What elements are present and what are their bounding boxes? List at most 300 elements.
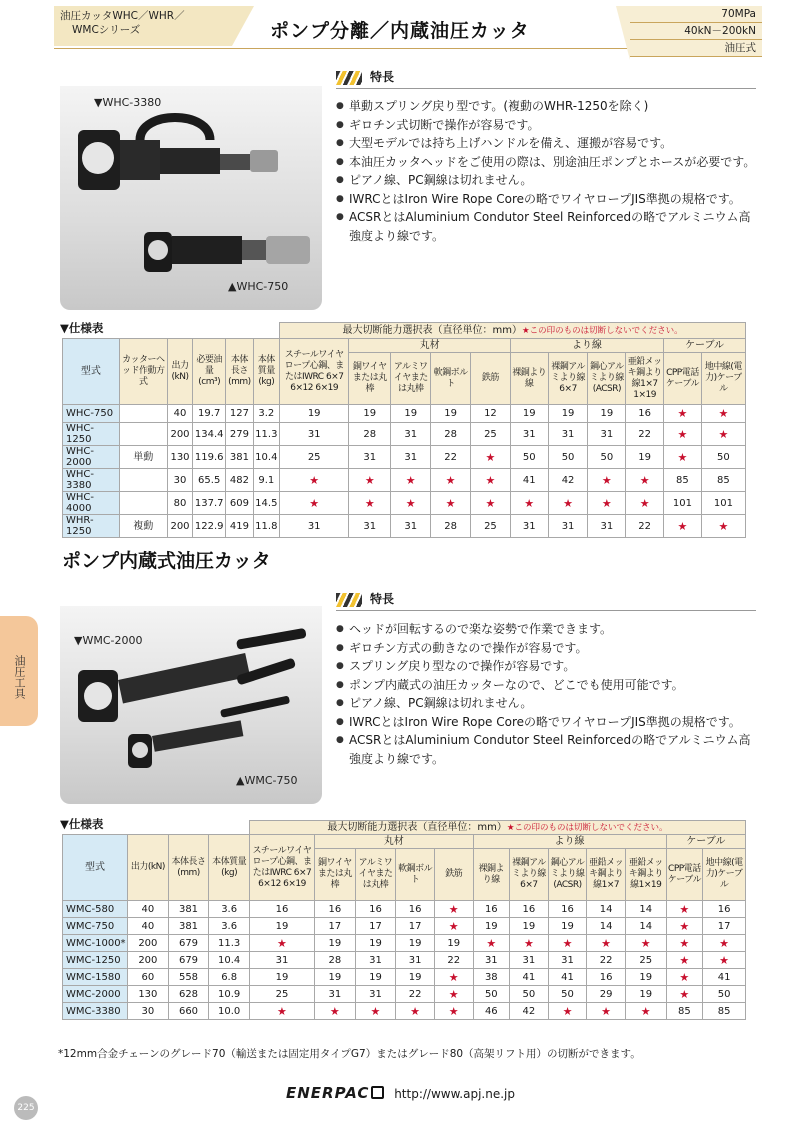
col-weight: 本体質量(kg) (209, 835, 250, 901)
table-cell: 127 (226, 405, 253, 423)
table-cell: ★ (548, 935, 587, 952)
col-galvanized-1x7: 亜鉛メッキ鋼より線1×7 (587, 849, 626, 901)
whc-750-label: ▲WHC-750 (228, 280, 289, 293)
feature-item: ● ACSRとはAluminium Condutor Steel Reinforcedの略でアルミニウム高強度より線です。 (336, 731, 760, 768)
table-cell: 3.6 (209, 918, 250, 935)
table-cell: ★ (587, 935, 626, 952)
model-cell: WHR-1250 (63, 515, 120, 538)
table-cell: 22 (431, 446, 471, 469)
table-cell: 19 (249, 969, 314, 986)
table-row (63, 492, 746, 515)
table-cell: 16 (510, 901, 549, 918)
table-cell: 19 (548, 405, 588, 423)
table-cell (119, 423, 167, 446)
table-cell: 19 (249, 918, 314, 935)
table-cell: ★ (666, 969, 703, 986)
force-range-label: 40kN－200kN (630, 23, 762, 40)
table-cell: ★ (666, 901, 703, 918)
table-cell: ★ (315, 1003, 356, 1020)
table-cell: 679 (168, 935, 209, 952)
table-cell: 19 (396, 935, 435, 952)
table-cell: 3.2 (253, 405, 280, 423)
col-copper: 銅ワイヤまたは丸棒 (349, 353, 391, 405)
table-row (63, 952, 746, 969)
table-cell: 31 (473, 952, 510, 969)
whc-product-photo (60, 86, 322, 310)
table-cell: 29 (587, 986, 626, 1003)
table-cell: 14 (587, 901, 626, 918)
table-cell: 660 (168, 1003, 209, 1020)
table-cell: 31 (315, 986, 356, 1003)
website-link[interactable]: http://www.apj.ne.jp (394, 1087, 515, 1101)
table-row (63, 918, 746, 935)
table-cell: 16 (396, 901, 435, 918)
feature-item: ● ピアノ線、PC鋼線は切れません。 (336, 171, 760, 190)
table-cell: ★ (249, 935, 314, 952)
table-cell: 31 (510, 423, 548, 446)
table-cell: 19 (396, 969, 435, 986)
table-cell: 279 (226, 423, 253, 446)
table-cell: 381 (168, 918, 209, 935)
table-cell: 85 (701, 469, 745, 492)
group-strand: より線 (473, 835, 666, 849)
table-cell: 25 (280, 446, 349, 469)
table-cell: ★ (701, 423, 745, 446)
table-cell: ★ (703, 952, 746, 969)
col-model: 型式 (63, 835, 128, 901)
feature-item: ● 単動スプリング戻り型です。(複動のWHR-1250を除く) (336, 97, 760, 116)
table-cell: ★ (701, 405, 745, 423)
table-cell: 122.9 (193, 515, 226, 538)
type-label: 油圧式 (630, 40, 762, 57)
table-cell (119, 492, 167, 515)
table-cell: 10.0 (209, 1003, 250, 1020)
table-cell: ★ (666, 935, 703, 952)
col-head: カッターヘッド作動方式 (119, 339, 167, 405)
table-row (63, 901, 746, 918)
table-cell: 50 (588, 446, 626, 469)
table-cell: 19 (280, 405, 349, 423)
table-cell: 11.3 (253, 423, 280, 446)
table-cell: 31 (391, 423, 431, 446)
table-cell: 101 (664, 492, 702, 515)
table-cell: ★ (587, 1003, 626, 1020)
feature-item: ● 本油圧カッタヘッドをご使用の際は、別途油圧ポンプとホースが必要です。 (336, 153, 760, 172)
table-row (63, 446, 746, 469)
page-number: 225 (14, 1096, 38, 1120)
spec-table-wmc (62, 820, 746, 1020)
feature-item: ● ギロチン式切断で操作が容易です。 (336, 116, 760, 135)
table-cell: 14 (625, 918, 666, 935)
model-cell: WMC-2000 (63, 986, 128, 1003)
table-cell: 609 (226, 492, 253, 515)
header-divider (54, 48, 644, 49)
table-cell: 25 (471, 515, 511, 538)
table-cell: 19 (510, 405, 548, 423)
table-cell: ★ (701, 515, 745, 538)
features-divider-2 (336, 610, 756, 611)
table-cell: 14.5 (253, 492, 280, 515)
table-cell: 14 (587, 918, 626, 935)
table-row (63, 935, 746, 952)
col-cpp: CPP電話ケーブル (664, 353, 702, 405)
table-row (63, 515, 746, 538)
side-tab: 油圧工具 (0, 616, 38, 726)
table-cell: ★ (434, 1003, 473, 1020)
table-cell: 31 (355, 952, 396, 969)
table-cell: 19 (625, 986, 666, 1003)
features-heading-2: 特長 (336, 590, 394, 607)
series-line-1: 油圧カッタWHC／WHR／ (60, 10, 185, 22)
page-header (0, 0, 800, 62)
model-cell: WMC-750 (63, 918, 128, 935)
footer (286, 1084, 515, 1102)
table-cell: 200 (128, 935, 169, 952)
model-cell: WMC-1000* (63, 935, 128, 952)
table-cell: 22 (434, 952, 473, 969)
spec-caption-2: ▼仕様表 (60, 817, 104, 831)
table-cell: 628 (168, 986, 209, 1003)
table-cell: 85 (666, 1003, 703, 1020)
table-cell: ★ (703, 935, 746, 952)
table-cell: 16 (703, 901, 746, 918)
table-cell: 31 (349, 446, 391, 469)
table-cell: 31 (280, 515, 349, 538)
group-strand: より線 (510, 339, 663, 353)
table-cell: 16 (587, 969, 626, 986)
table-cell: 17 (396, 918, 435, 935)
table-cell: ★ (355, 1003, 396, 1020)
table-cell (119, 405, 167, 423)
table-cell: 40 (167, 405, 192, 423)
footnote: *12mm合金チェーンのグレード70（輸送または固定用タイプG7）またはグレード80（高架リフト用）の切断ができます。 (58, 1048, 641, 1060)
col-length: 本体長さ(mm) (226, 339, 253, 405)
table-cell: 16 (548, 901, 587, 918)
features-list-1 (336, 97, 760, 245)
table-cell: ★ (249, 1003, 314, 1020)
feature-item: ● 大型モデルでは持ち上げハンドルを備え、運搬が容易です。 (336, 134, 760, 153)
table-cell: ★ (434, 986, 473, 1003)
table-cell: 12 (471, 405, 511, 423)
table-cell: ★ (588, 469, 626, 492)
brand-mark-icon (371, 1086, 384, 1099)
table-cell: 558 (168, 969, 209, 986)
wmc-750-label: ▲WMC-750 (236, 774, 298, 787)
table-cell: 17 (355, 918, 396, 935)
feature-item: ● ポンプ内蔵式の油圧カッターなので、どこでも使用可能です。 (336, 676, 760, 695)
table-cell: 19 (510, 918, 549, 935)
model-cell: WMC-1250 (63, 952, 128, 969)
table-cell: 17 (315, 918, 356, 935)
table-cell: 60 (128, 969, 169, 986)
table-cell: 679 (168, 952, 209, 969)
table-caption-2: 最大切断能力選択表（直径単位：mm）★この印のものは切断しないでください。 (249, 821, 745, 835)
table-cell: ★ (471, 446, 511, 469)
table-cell: ★ (434, 918, 473, 935)
model-cell: WHC-2000 (63, 446, 120, 469)
group-round: 丸材 (349, 339, 511, 353)
model-cell: WHC-3380 (63, 469, 120, 492)
table-cell: ★ (548, 492, 588, 515)
table-cell: 31 (249, 952, 314, 969)
feature-item: ● IWRCとはIron Wire Rope Coreの略でワイヤロープJIS準拠の規格です。 (336, 713, 760, 732)
model-cell: WMC-3380 (63, 1003, 128, 1020)
table-cell: 30 (167, 469, 192, 492)
table-cell: 65.5 (193, 469, 226, 492)
table-cell: 19 (315, 935, 356, 952)
col-underground: 地中線(電力)ケーブル (703, 849, 746, 901)
col-rope: スチールワイヤロープ心鋼、またはIWRC 6×7 6×12 6×19 (280, 339, 349, 405)
table-cell: 22 (626, 515, 664, 538)
table-cell: 119.6 (193, 446, 226, 469)
features-divider-1 (336, 88, 756, 89)
table-cell: 22 (396, 986, 435, 1003)
table-cell: 130 (128, 986, 169, 1003)
table-row (63, 969, 746, 986)
section-title-wmc: ポンプ内蔵式油圧カッタ (62, 550, 271, 572)
table-cell: 80 (167, 492, 192, 515)
group-cable: ケーブル (664, 339, 746, 353)
table-cell: 10.4 (253, 446, 280, 469)
table-cell: ★ (431, 492, 471, 515)
table-cell: 9.1 (253, 469, 280, 492)
series-line-2: WMCシリーズ (72, 24, 141, 36)
table-cell: ★ (664, 446, 702, 469)
table-cell: 28 (431, 423, 471, 446)
table-cell: ★ (280, 492, 349, 515)
col-model: 型式 (63, 339, 120, 405)
table-cell: 31 (396, 952, 435, 969)
table-cell: ★ (666, 952, 703, 969)
table-cell: 42 (548, 469, 588, 492)
table-cell: ★ (431, 469, 471, 492)
table-row (63, 1003, 746, 1020)
table-cell: 134.4 (193, 423, 226, 446)
table-cell: 19 (473, 918, 510, 935)
table-cell: 19 (355, 969, 396, 986)
table-cell: 16 (355, 901, 396, 918)
table-cell: 22 (587, 952, 626, 969)
table-cell: 31 (391, 446, 431, 469)
table-row (63, 469, 746, 492)
table-cell: ★ (626, 492, 664, 515)
table-cell: 42 (510, 1003, 549, 1020)
table-cell: ★ (625, 1003, 666, 1020)
feature-item: ● IWRCとはIron Wire Rope Coreの略でワイヤロープJIS準拠の規格です。 (336, 190, 760, 209)
table-cell: ★ (664, 405, 702, 423)
col-bare-steel-al: 裸鋼アルミより線6×7 (510, 849, 549, 901)
table-cell: ★ (666, 918, 703, 935)
group-round: 丸材 (315, 835, 474, 849)
table-cell: 31 (510, 952, 549, 969)
table-cell: ★ (396, 1003, 435, 1020)
table-cell: 50 (703, 986, 746, 1003)
table-cell: 50 (510, 446, 548, 469)
col-underground: 地中線(電力)ケーブル (701, 353, 745, 405)
table-cell: 31 (349, 515, 391, 538)
col-length: 本体長さ(mm) (168, 835, 209, 901)
table-cell: ★ (471, 469, 511, 492)
table-cell: ★ (626, 469, 664, 492)
col-cpp: CPP電話ケーブル (666, 849, 703, 901)
col-rebar: 鉄筋 (434, 849, 473, 901)
table-cell: ★ (473, 935, 510, 952)
feature-item: ● ACSRとはAluminium Condutor Steel Reinforcedの略でアルミニウム高強度より線です。 (336, 208, 760, 245)
col-output: 出力(kN) (167, 339, 192, 405)
table-cell: 16 (315, 901, 356, 918)
col-galvanized: 亜鉛メッキ鋼より線1×7 1×19 (626, 353, 664, 405)
table-cell: ★ (510, 935, 549, 952)
table-cell: 28 (431, 515, 471, 538)
table-cell: 50 (548, 446, 588, 469)
table-cell: ★ (434, 901, 473, 918)
table-cell: 25 (249, 986, 314, 1003)
enerpac-logo: ENERPAC (286, 1084, 370, 1102)
table-cell: 31 (355, 986, 396, 1003)
table-cell: ★ (349, 492, 391, 515)
col-rope: スチールワイヤロープ心鋼、またはIWRC 6×7 6×12 6×19 (249, 835, 314, 901)
table-cell: 28 (315, 952, 356, 969)
table-cell: 419 (226, 515, 253, 538)
series-label (54, 6, 232, 46)
stripe-icon (336, 71, 362, 85)
table-cell: 31 (588, 515, 626, 538)
table-cell: 482 (226, 469, 253, 492)
table-cell: 19 (548, 918, 587, 935)
spec-table-whc (62, 322, 746, 538)
col-rebar: 鉄筋 (471, 353, 511, 405)
feature-item: ● スプリング戻り型なので操作が容易です。 (336, 657, 760, 676)
table-cell: 41 (510, 969, 549, 986)
table-cell (119, 469, 167, 492)
table-cell: 41 (703, 969, 746, 986)
col-bare-steel-al: 裸鋼アルミより線6×7 (548, 353, 588, 405)
model-cell: WMC-1580 (63, 969, 128, 986)
table-cell: ★ (391, 469, 431, 492)
whc-3380-label: ▼WHC-3380 (94, 96, 162, 109)
table-cell: 31 (280, 423, 349, 446)
feature-item: ● ヘッドが回転するので楽な姿勢で作業できます。 (336, 620, 760, 639)
table-cell: 19 (431, 405, 471, 423)
table-cell: 85 (664, 469, 702, 492)
table-cell: 10.4 (209, 952, 250, 969)
features-heading-1: 特長 (336, 68, 394, 85)
table-cell: 46 (473, 1003, 510, 1020)
col-bolt: 軟鋼ボルト (431, 353, 471, 405)
col-bare-copper: 裸銅より線 (510, 353, 548, 405)
table-cell: ★ (548, 1003, 587, 1020)
spec-summary (630, 6, 762, 60)
table-cell: ★ (280, 469, 349, 492)
spec-caption-1: ▼仕様表 (60, 321, 104, 335)
table-cell: ★ (666, 986, 703, 1003)
col-acsr: 鋼心アルミより線(ACSR) (548, 849, 587, 901)
col-copper: 銅ワイヤまたは丸棒 (315, 849, 356, 901)
table-cell: ★ (349, 469, 391, 492)
model-cell: WHC-4000 (63, 492, 120, 515)
table-cell: ★ (471, 492, 511, 515)
table-cell: ★ (664, 423, 702, 446)
table-cell: 10.9 (209, 986, 250, 1003)
table-cell: 17 (703, 918, 746, 935)
group-cable: ケーブル (666, 835, 745, 849)
table-cell: 31 (548, 515, 588, 538)
features-list-2 (336, 620, 760, 768)
page-title: ポンプ分離／内蔵油圧カッタ (270, 20, 530, 42)
col-aluminium: アルミワイヤまたは丸棒 (355, 849, 396, 901)
table-cell: 38 (473, 969, 510, 986)
table-cell: 19 (355, 935, 396, 952)
table-cell: 31 (391, 515, 431, 538)
table-cell: 6.8 (209, 969, 250, 986)
table-cell: 16 (473, 901, 510, 918)
table-caption-1: 最大切断能力選択表（直径単位：mm）★この印のものは切断しないでください。 (280, 323, 746, 339)
table-cell: 19.7 (193, 405, 226, 423)
table-cell: 101 (701, 492, 745, 515)
table-cell: 50 (510, 986, 549, 1003)
table-cell: ★ (625, 935, 666, 952)
table-cell: 単動 (119, 446, 167, 469)
table-cell: 19 (588, 405, 626, 423)
col-weight: 本体質量(kg) (253, 339, 280, 405)
table-cell: 19 (315, 969, 356, 986)
table-cell: 19 (391, 405, 431, 423)
table-cell: 381 (168, 901, 209, 918)
table-cell: 41 (510, 469, 548, 492)
col-bare-copper: 裸銅より線 (473, 849, 510, 901)
table-row (63, 423, 746, 446)
table-cell: 16 (626, 405, 664, 423)
col-bolt: 軟鋼ボルト (396, 849, 435, 901)
model-cell: WMC-580 (63, 901, 128, 918)
table-cell: 31 (588, 423, 626, 446)
table-cell: ★ (434, 969, 473, 986)
table-cell: 30 (128, 1003, 169, 1020)
table-cell: 25 (471, 423, 511, 446)
feature-item: ● ギロチン方式の動きなので操作が容易です。 (336, 639, 760, 658)
wmc-product-photo (60, 606, 322, 804)
table-row (63, 405, 746, 423)
table-cell: 137.7 (193, 492, 226, 515)
table-row (63, 986, 746, 1003)
table-cell: 130 (167, 446, 192, 469)
model-cell: WHC-750 (63, 405, 120, 423)
stripe-icon (336, 593, 362, 607)
table-cell: ★ (510, 492, 548, 515)
table-cell: 28 (349, 423, 391, 446)
table-cell: 19 (625, 969, 666, 986)
table-cell: ★ (588, 492, 626, 515)
table-cell: 50 (701, 446, 745, 469)
col-output: 出力(kN) (128, 835, 169, 901)
col-acsr: 鋼心アルミより線(ACSR) (588, 353, 626, 405)
table-cell: 19 (626, 446, 664, 469)
table-cell: 85 (703, 1003, 746, 1020)
feature-item: ● ピアノ線、PC鋼線は切れません。 (336, 694, 760, 713)
table-cell: 200 (128, 952, 169, 969)
wmc-2000-label: ▼WMC-2000 (74, 634, 143, 647)
table-cell: 381 (226, 446, 253, 469)
table-cell: 11.3 (209, 935, 250, 952)
table-cell: 31 (548, 952, 587, 969)
table-cell: 40 (128, 918, 169, 935)
whc-cutter-illustration (60, 86, 322, 310)
table-cell: 31 (548, 423, 588, 446)
col-galvanized-1x19: 亜鉛メッキ鋼より線1×19 (625, 849, 666, 901)
table-cell: 16 (249, 901, 314, 918)
table-cell: 50 (548, 986, 587, 1003)
table-cell: 19 (349, 405, 391, 423)
